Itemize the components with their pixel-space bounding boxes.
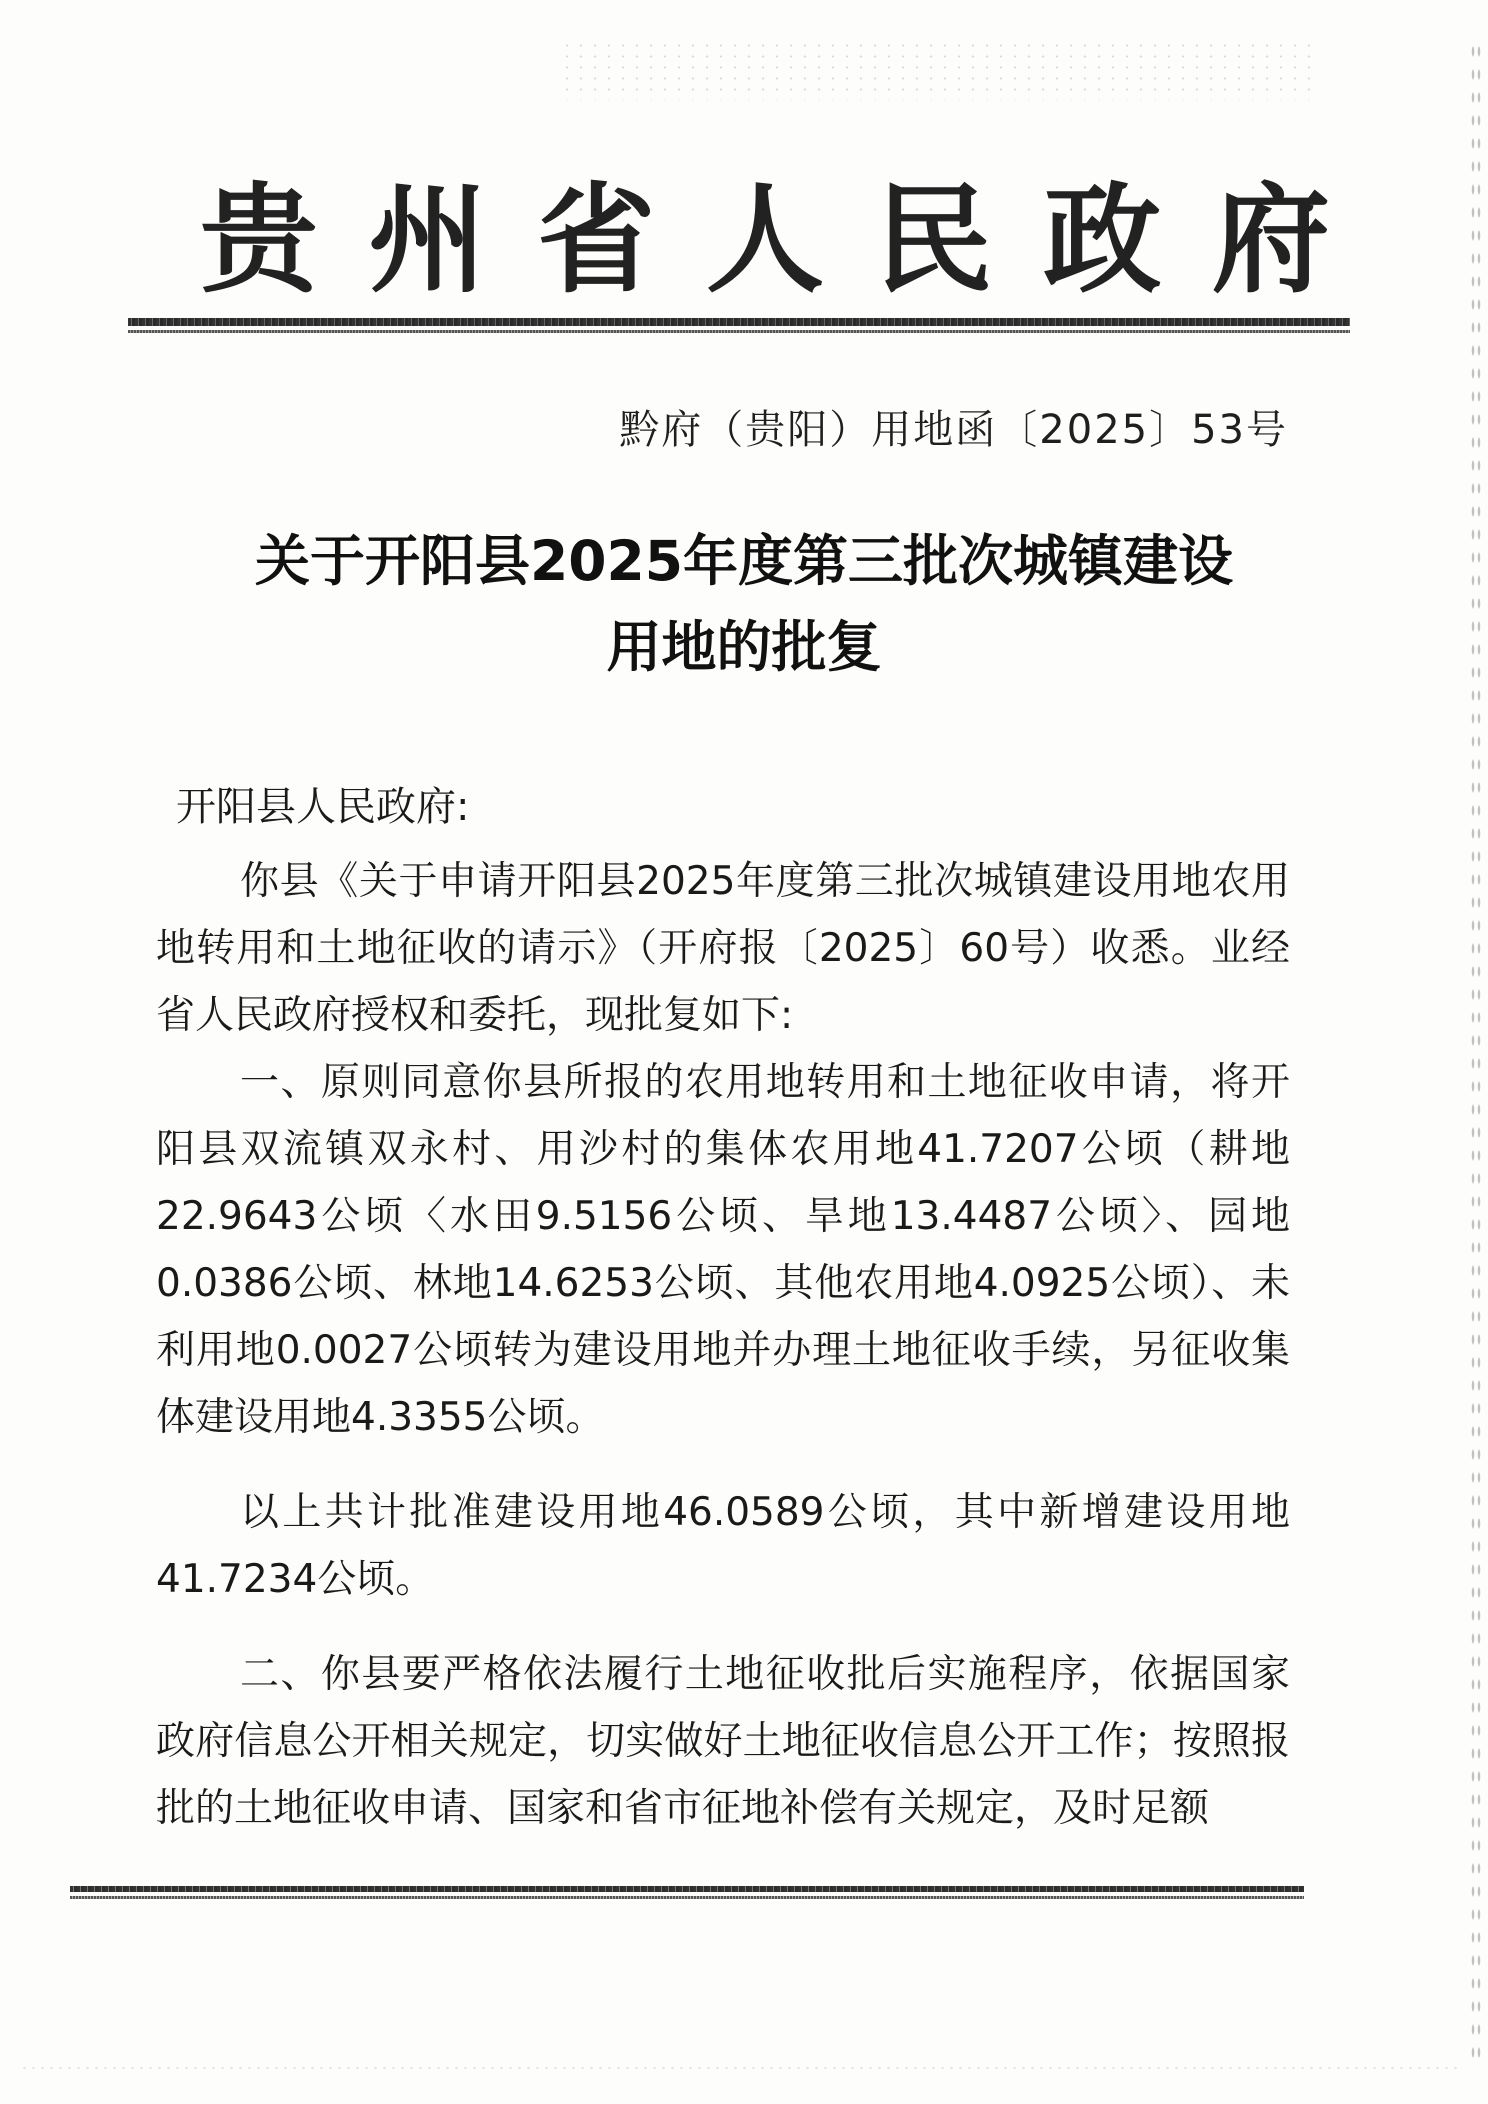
document-body: [156, 848, 1290, 1842]
body-paragraph: 你县《关于申请开阳县2025年度第三批次城镇建设用地农用地转用和土地征收的请示》（开府报〔2025〕60号）收悉。业经省人民政府授权和委托，现批复如下:: [156, 859, 1290, 1038]
issuer-char: 省: [537, 170, 656, 309]
issuer-char: 贵: [200, 170, 319, 309]
issuer-char: 人: [705, 170, 824, 309]
issuer-char: 州: [368, 170, 487, 309]
issuer-char: 政: [1043, 170, 1162, 309]
issuer-header: [200, 170, 1330, 310]
footer-divider-thick: [70, 1886, 1304, 1892]
issuer-char: 民: [874, 170, 993, 309]
body-paragraph: 以上共计批准建设用地46.0589公顷，其中新增建设用地41.7234公顷。: [156, 1490, 1290, 1602]
header-divider-thick: [128, 318, 1350, 326]
header-divider-thin: [128, 330, 1350, 333]
addressee: 开阳县人民政府:: [176, 784, 470, 830]
issuer-char: 府: [1211, 170, 1330, 309]
document-title: [160, 518, 1328, 690]
scan-footer-dots: [20, 2066, 1460, 2070]
footer-divider-thin: [70, 1896, 1304, 1899]
scan-speckle: [560, 40, 1320, 100]
body-paragraph: 一、原则同意你县所报的农用地转用和土地征收申请，将开阳县双流镇双永村、用沙村的集体农用地41.7207公顷（耕地22.9643公顷〈水田9.5156公顷、旱地13.4487公顷〉、园地0.0386公顷、林地14.6253公顷、其他农用地4.0925公顷）、未利用地0.0027公顷转为建设用地并办理土地征收手续，另征收集体建设用地4.3355公顷。: [156, 1060, 1290, 1440]
scan-edge-marks: [1470, 40, 1482, 2060]
document-title-line-1: 关于开阳县2025年度第三批次城镇建设: [254, 529, 1234, 593]
document-number: 黔府（贵阳）用地函〔2025〕53号: [619, 407, 1288, 453]
document-title-line-2: 用地的批复: [606, 615, 882, 679]
body-paragraph: 二、你县要严格依法履行土地征收批后实施程序，依据国家政府信息公开相关规定，切实做好土地征收信息公开工作；按照报批的土地征收申请、国家和省市征地补偿有关规定，及时足额: [156, 1652, 1290, 1831]
